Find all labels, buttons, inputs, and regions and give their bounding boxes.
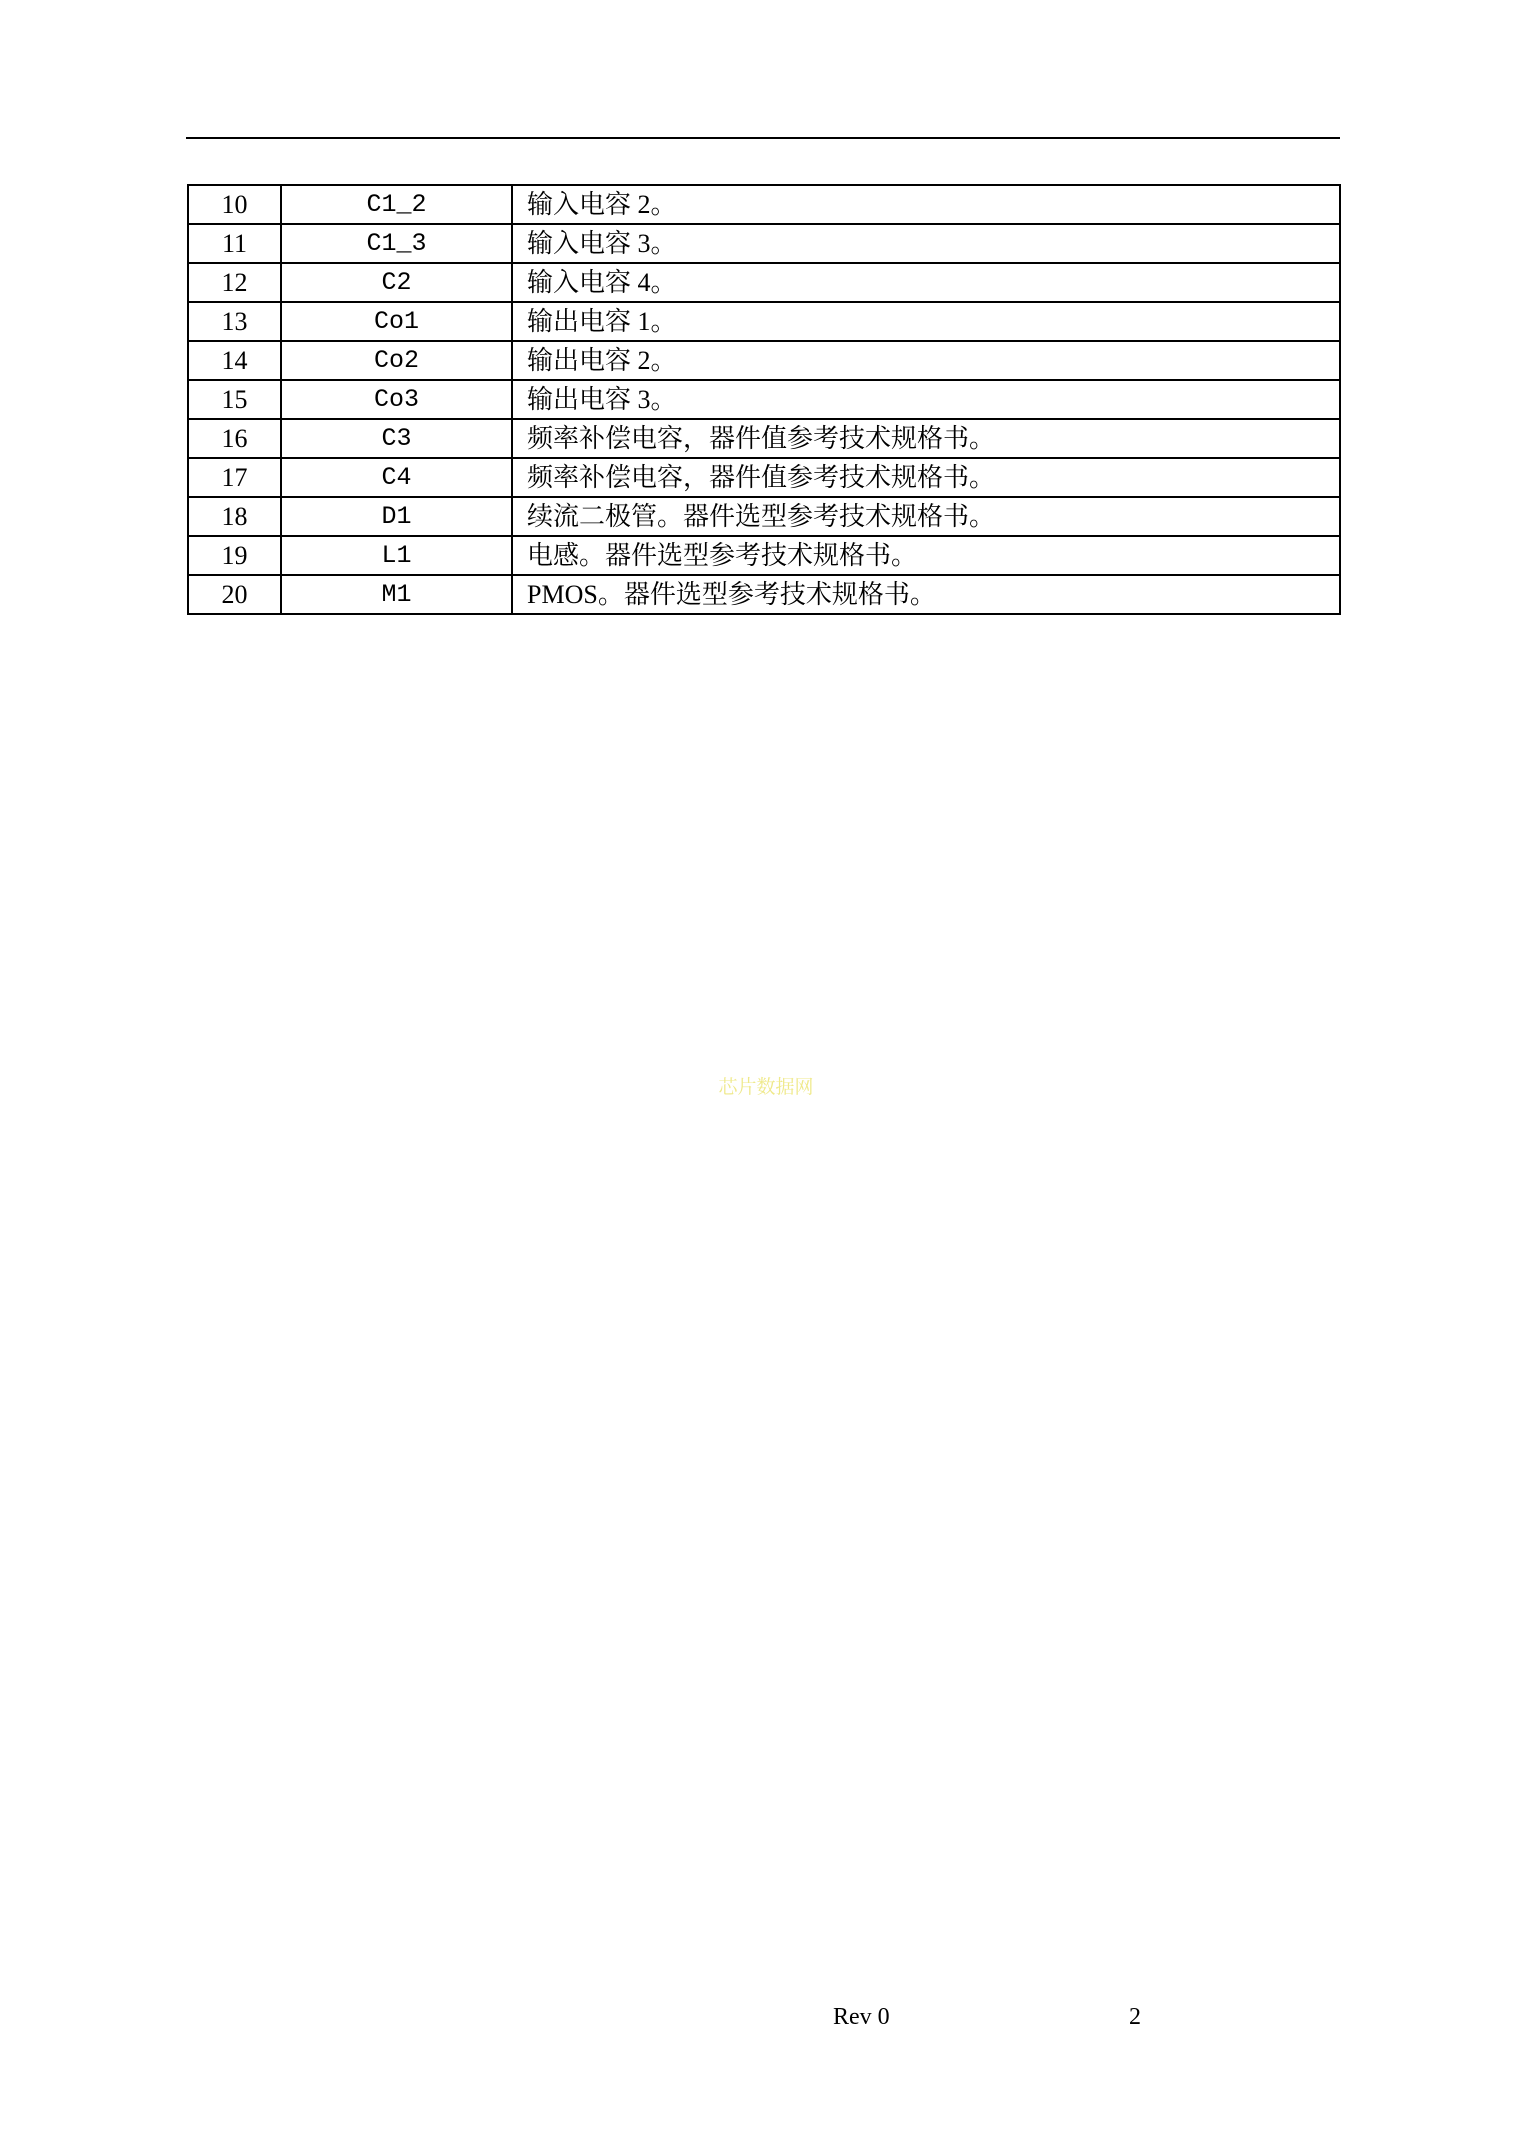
component-ref: L1 bbox=[281, 536, 512, 575]
row-number: 19 bbox=[188, 536, 281, 575]
row-number: 17 bbox=[188, 458, 281, 497]
header-rule bbox=[186, 137, 1340, 139]
component-description: 输入电容 4。 bbox=[512, 263, 1340, 302]
component-description: 频率补偿电容，器件值参考技术规格书。 bbox=[512, 458, 1340, 497]
page-number: 2 bbox=[1129, 2004, 1141, 2030]
component-ref: Co2 bbox=[281, 341, 512, 380]
table-row bbox=[188, 497, 1340, 536]
component-ref: C1_2 bbox=[281, 185, 512, 224]
table-row bbox=[188, 302, 1340, 341]
component-description: 输入电容 2。 bbox=[512, 185, 1340, 224]
row-number: 11 bbox=[188, 224, 281, 263]
row-number: 12 bbox=[188, 263, 281, 302]
component-description: 续流二极管。器件选型参考技术规格书。 bbox=[512, 497, 1340, 536]
table-row bbox=[188, 341, 1340, 380]
component-description: 输入电容 3。 bbox=[512, 224, 1340, 263]
component-description: PMOS。器件选型参考技术规格书。 bbox=[512, 575, 1340, 614]
footer-revision: Rev 0 bbox=[833, 2004, 890, 2030]
component-table bbox=[187, 184, 1341, 615]
table-row bbox=[188, 575, 1340, 614]
component-ref: C2 bbox=[281, 263, 512, 302]
table-row bbox=[188, 419, 1340, 458]
component-description: 输出电容 1。 bbox=[512, 302, 1340, 341]
row-number: 13 bbox=[188, 302, 281, 341]
component-description: 频率补偿电容，器件值参考技术规格书。 bbox=[512, 419, 1340, 458]
table-row bbox=[188, 263, 1340, 302]
row-number: 16 bbox=[188, 419, 281, 458]
component-description: 输出电容 3。 bbox=[512, 380, 1340, 419]
row-number: 18 bbox=[188, 497, 281, 536]
component-ref: Co1 bbox=[281, 302, 512, 341]
component-ref: C3 bbox=[281, 419, 512, 458]
table-row bbox=[188, 380, 1340, 419]
table-row bbox=[188, 185, 1340, 224]
watermark: 芯片数据网 bbox=[718, 1076, 814, 1098]
component-description: 电感。器件选型参考技术规格书。 bbox=[512, 536, 1340, 575]
component-ref: C1_3 bbox=[281, 224, 512, 263]
row-number: 15 bbox=[188, 380, 281, 419]
component-description: 输出电容 2。 bbox=[512, 341, 1340, 380]
table-row bbox=[188, 224, 1340, 263]
row-number: 10 bbox=[188, 185, 281, 224]
component-ref: D1 bbox=[281, 497, 512, 536]
component-ref: M1 bbox=[281, 575, 512, 614]
table-row bbox=[188, 458, 1340, 497]
component-ref: Co3 bbox=[281, 380, 512, 419]
component-ref: C4 bbox=[281, 458, 512, 497]
row-number: 14 bbox=[188, 341, 281, 380]
table-row bbox=[188, 536, 1340, 575]
row-number: 20 bbox=[188, 575, 281, 614]
